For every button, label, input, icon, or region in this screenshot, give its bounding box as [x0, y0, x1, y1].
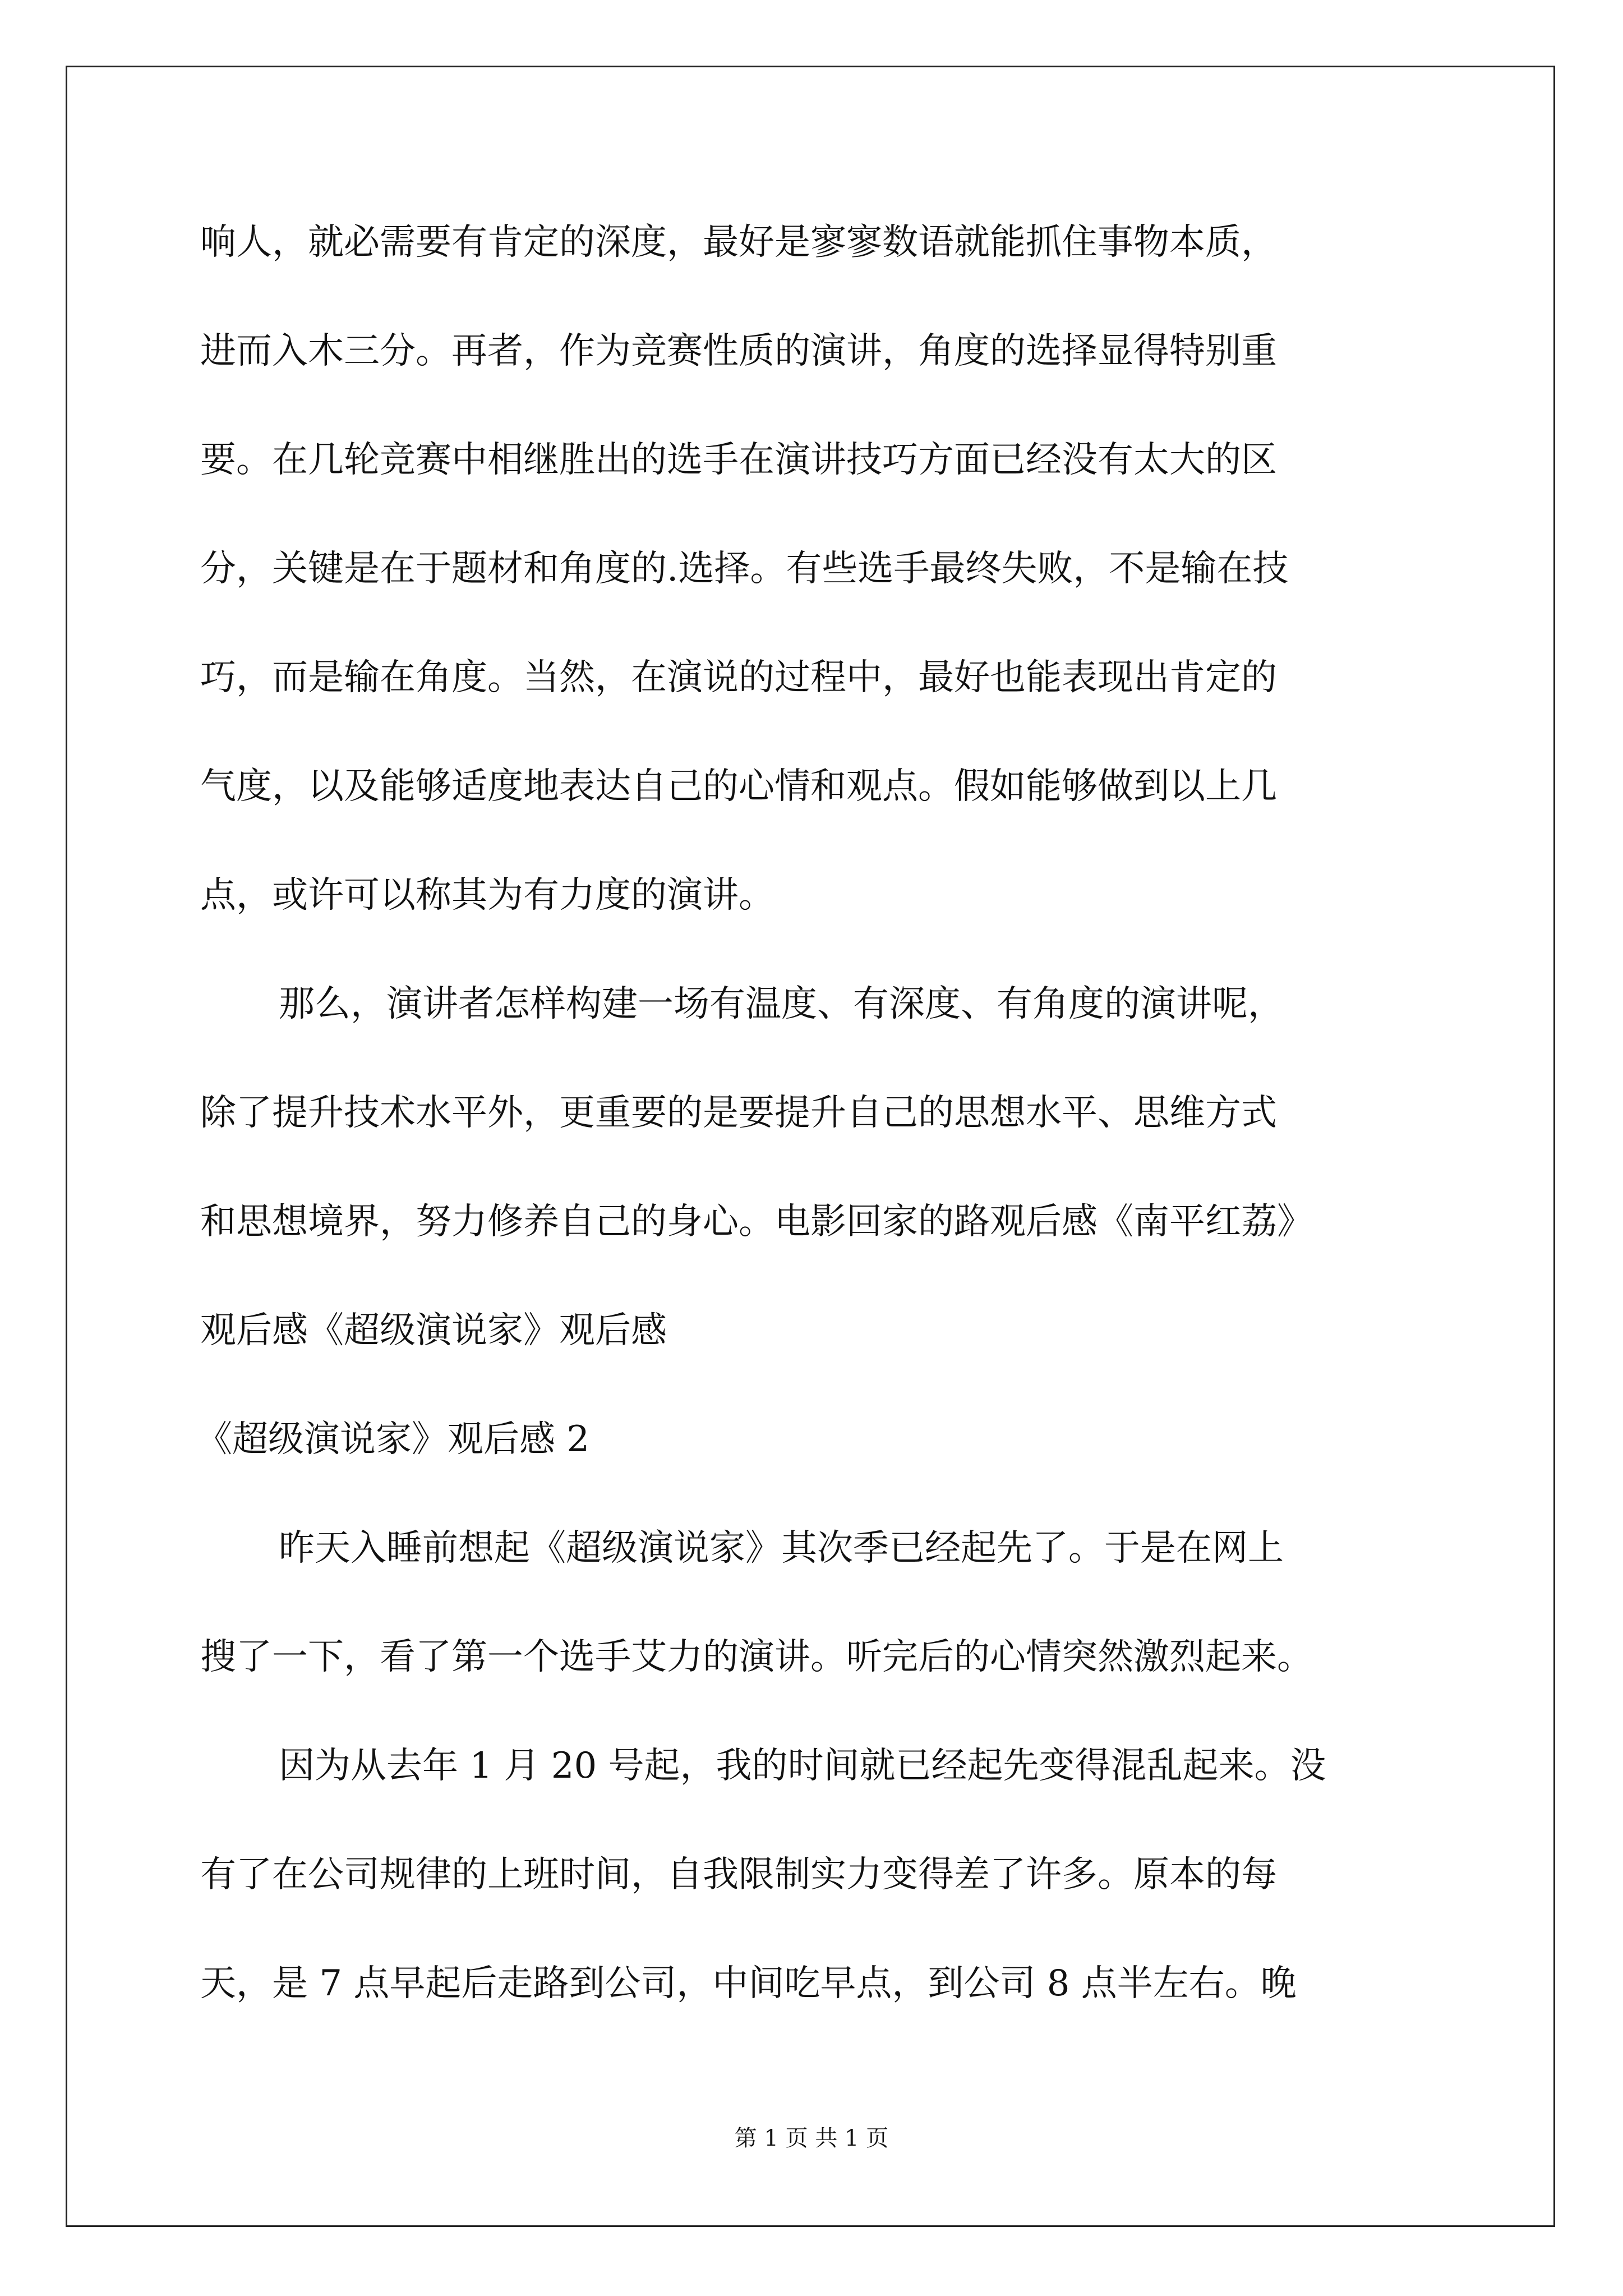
- paragraph-line: 那么，演讲者怎样构建一场有温度、有深度、有角度的演讲呢，: [279, 983, 1284, 1025]
- paragraph-line: 进而入木三分。再者，作为竞赛性质的演讲，角度的选择显得特别重: [200, 330, 1277, 372]
- page-border: [66, 66, 1555, 2227]
- paragraph-line: 除了提升技术水平外，更重要的是要提升自己的思想水平、思维方式: [200, 1092, 1277, 1134]
- paragraph-line: 分，关键是在于题材和角度的.选择。有些选手最终失败，不是输在技: [200, 548, 1289, 590]
- paragraph-line: 有了在公司规律的上班时间，自我限制实力变得差了许多。原本的每: [200, 1854, 1277, 1895]
- paragraph-line: 点，或许可以称其为有力度的演讲。: [200, 875, 774, 916]
- paragraph-line: 响人，就必需要有肯定的深度，最好是寥寥数语就能抓住事物本质，: [200, 222, 1277, 263]
- paragraph-line: 搜了一下，看了第一个选手艾力的演讲。听完后的心情突然激烈起来。: [200, 1636, 1313, 1678]
- paragraph-line: 天，是 7 点早起后走路到公司，中间吃早点，到公司 8 点半左右。晚: [200, 1963, 1297, 2004]
- paragraph-line: 巧，而是输在角度。当然，在演说的过程中，最好也能表现出肯定的: [200, 657, 1277, 698]
- page-number-footer: 第 1 页 共 1 页: [734, 2125, 889, 2151]
- paragraph-line: 昨天入睡前想起《超级演说家》其次季已经起先了。于是在网上: [279, 1527, 1284, 1569]
- paragraph-line: 和思想境界，努力修养自己的身心。电影回家的路观后感《南平红荔》: [200, 1201, 1313, 1243]
- section-heading: 《超级演说家》观后感 2: [196, 1419, 590, 1460]
- paragraph-line: 要。在几轮竞赛中相继胜出的选手在演讲技巧方面已经没有太大的区: [200, 439, 1277, 481]
- paragraph-line: 观后感《超级演说家》观后感: [200, 1310, 667, 1351]
- paragraph-line: 气度，以及能够适度地表达自己的心情和观点。假如能够做到以上几: [200, 766, 1277, 807]
- paragraph-line: 因为从去年 1 月 20 号起，我的时间就已经起先变得混乱起来。没: [279, 1745, 1326, 1787]
